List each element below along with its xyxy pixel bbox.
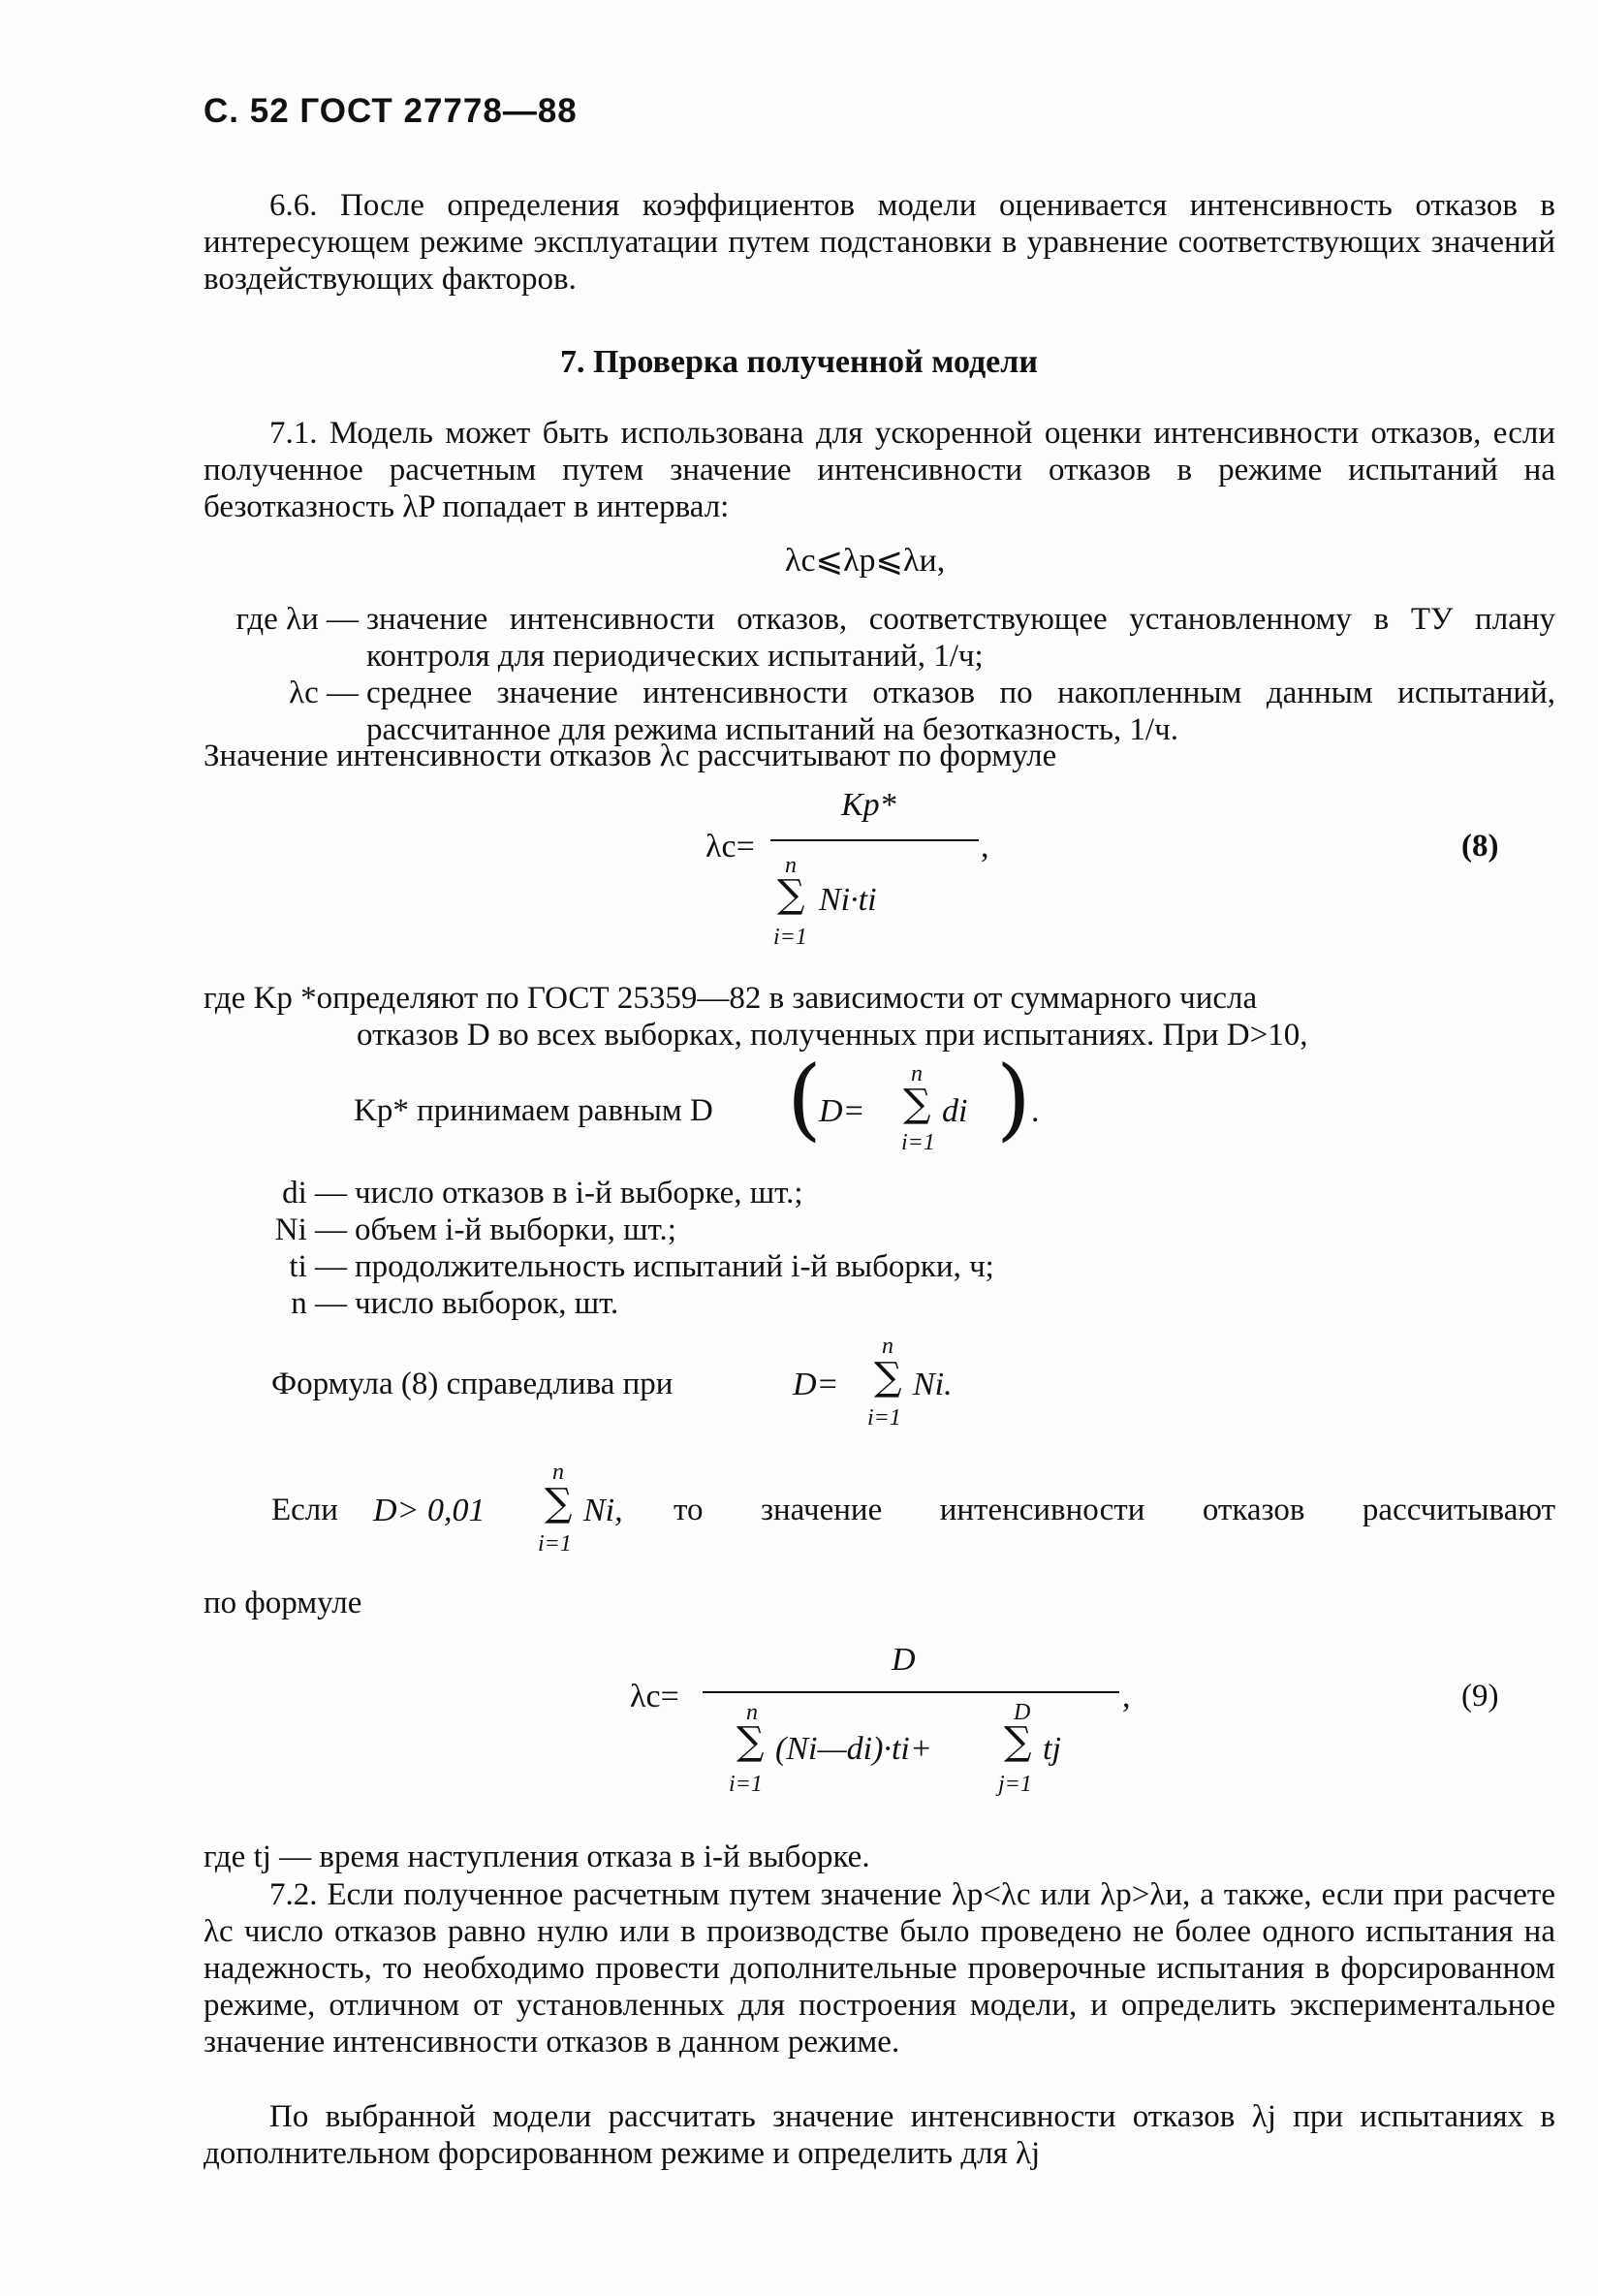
kp-sum-body: di xyxy=(942,1093,968,1129)
if-expr: D> 0,01 xyxy=(373,1493,486,1528)
if-sum-body: Ni, xyxy=(583,1493,623,1528)
validity-sum-top: n xyxy=(882,1334,893,1359)
kp-sum-bottom: i=1 xyxy=(901,1130,935,1155)
kp-sum-top: n xyxy=(911,1061,923,1086)
f9-sigma-1: ∑ xyxy=(736,1719,765,1764)
section-title: 7. Проверка полученной модели xyxy=(560,344,1038,380)
if-text-b: то значение интенсивности отказов рассчитывают xyxy=(674,1493,1555,1527)
f8-sum-bottom: i=1 xyxy=(773,925,807,950)
f9-sum1-body: (Ni—di)·ti+ xyxy=(775,1731,932,1767)
paragraph-6-6: 6.6. После определения коэффициентов модели оценивается интенсивность отказов в интересующем режиме эксплуатации путем подстановки в уравнение соответствующих значений воздействующих факторов. xyxy=(204,188,1555,297)
def-n-text: число выборок, шт. xyxy=(355,1286,619,1321)
f9-number: (9) xyxy=(1461,1679,1499,1714)
f9-fraction-bar xyxy=(703,1691,1119,1693)
f9-sum2-body: tj xyxy=(1043,1731,1061,1767)
f8-sum-body: Ni·ti xyxy=(819,882,877,918)
f8-number: (8) xyxy=(1461,829,1499,864)
def-n-term: n — xyxy=(291,1286,347,1321)
def-di-text: число отказов в i-й выборке, шт.; xyxy=(355,1176,803,1211)
def-lambda-c-text: среднее значение интенсивности отказов по накопленным данным испытаний, рассчитанное для режима испытаний на безотказность, 1/ч. xyxy=(366,676,1555,747)
def-ni-text: объем i-й выборки, шт.; xyxy=(355,1212,676,1247)
f9-sum1-bottom: i=1 xyxy=(729,1772,763,1797)
kp-accept-text: Kp* принимаем равным D xyxy=(354,1093,713,1128)
def-ti-term: ti — xyxy=(289,1249,347,1284)
f9-sum1-top: n xyxy=(746,1700,758,1725)
validity-sum-bottom: i=1 xyxy=(867,1405,901,1431)
if-text-a: Если xyxy=(271,1493,338,1527)
def-di-term: di — xyxy=(282,1176,347,1211)
f9-sigma-2: ∑ xyxy=(1004,1719,1032,1764)
page-header: С. 52 ГОСТ 27778—88 xyxy=(204,92,578,130)
def-lambda-i-text: значение интенсивности отказов, соответствующее установленному в ТУ плану контроля для периодических испытаний, 1/ч; xyxy=(366,602,1555,674)
kp-line-2: отказов D во всех выборках, полученных при испытаниях. При D>10, xyxy=(357,1018,1308,1053)
if-sigma: ∑ xyxy=(545,1481,573,1525)
def-ni-term: Ni — xyxy=(274,1212,347,1247)
validity-text: Формула (8) справедлива при xyxy=(271,1367,674,1401)
f9-numerator: D xyxy=(892,1642,916,1678)
kp-left-paren: ( xyxy=(787,1047,822,1150)
kp-line-1: где Kp *определяют по ГОСТ 25359—82 в зависимости от суммарного числа xyxy=(204,981,1258,1016)
paragraph-7-1: 7.1. Модель может быть использована для ускоренной оценки интенсивности отказов, если полученное расчетным путем значение интенсивности отказов в режиме испытаний на безотказность λP попадает в интервал: xyxy=(204,416,1555,524)
formula-8-intro: Значение интенсивности отказов λc рассчитывают по формуле xyxy=(204,739,1057,773)
f9-comma: , xyxy=(1122,1679,1131,1714)
def-lambda-i-term: где λи — xyxy=(235,602,359,637)
f9-sum2-top: D xyxy=(1014,1700,1031,1725)
paragraph-last: По выбранной модели рассчитать значение интенсивности отказов λj при испытаниях в дополнительном форсированном режиме и определить для λj xyxy=(204,2099,1555,2171)
validity-expr: D= xyxy=(793,1367,839,1402)
by-formula: по формуле xyxy=(204,1586,362,1620)
paragraph-7-2: 7.2. Если полученное расчетным путем значение λp<λc или λp>λи, а также, если при расчете λc число отказов равно нулю или в производстве было проведено не более одного испытания на надежность, то необходимо провести дополнительные проверочные испытания в форсированном режиме, отличном от установленных для построения модели, и определить экспериментальное значение интенсивности отказов в данном режиме. xyxy=(204,1877,1555,2060)
if-sum-bottom: i=1 xyxy=(538,1531,572,1557)
tj-definition: где tj — время наступления отказа в i-й выборке. xyxy=(204,1840,870,1874)
f9-sum2-bottom: j=1 xyxy=(998,1772,1032,1797)
def-lambda-c-term: λc — xyxy=(289,676,359,710)
f8-numerator: Kp* xyxy=(841,787,896,823)
f8-sigma: ∑ xyxy=(777,872,805,917)
def-ti-text: продолжительность испытаний i-й выборки, ч; xyxy=(355,1249,994,1284)
interval-formula: λc⩽λp⩽λи, xyxy=(785,543,946,579)
validity-sum-body: Ni. xyxy=(913,1367,953,1402)
if-sum-top: n xyxy=(552,1460,564,1485)
kp-sigma: ∑ xyxy=(903,1082,931,1126)
f8-lhs: λc= xyxy=(705,829,755,865)
f8-comma: , xyxy=(981,829,989,865)
f8-sum-top: n xyxy=(785,853,797,878)
f9-lhs: λc= xyxy=(630,1679,679,1714)
kp-inner: D= xyxy=(819,1093,865,1129)
kp-end: . xyxy=(1031,1093,1040,1129)
validity-sigma: ∑ xyxy=(874,1355,902,1400)
f8-fraction-bar xyxy=(770,839,979,841)
kp-right-paren: ) xyxy=(996,1047,1031,1150)
